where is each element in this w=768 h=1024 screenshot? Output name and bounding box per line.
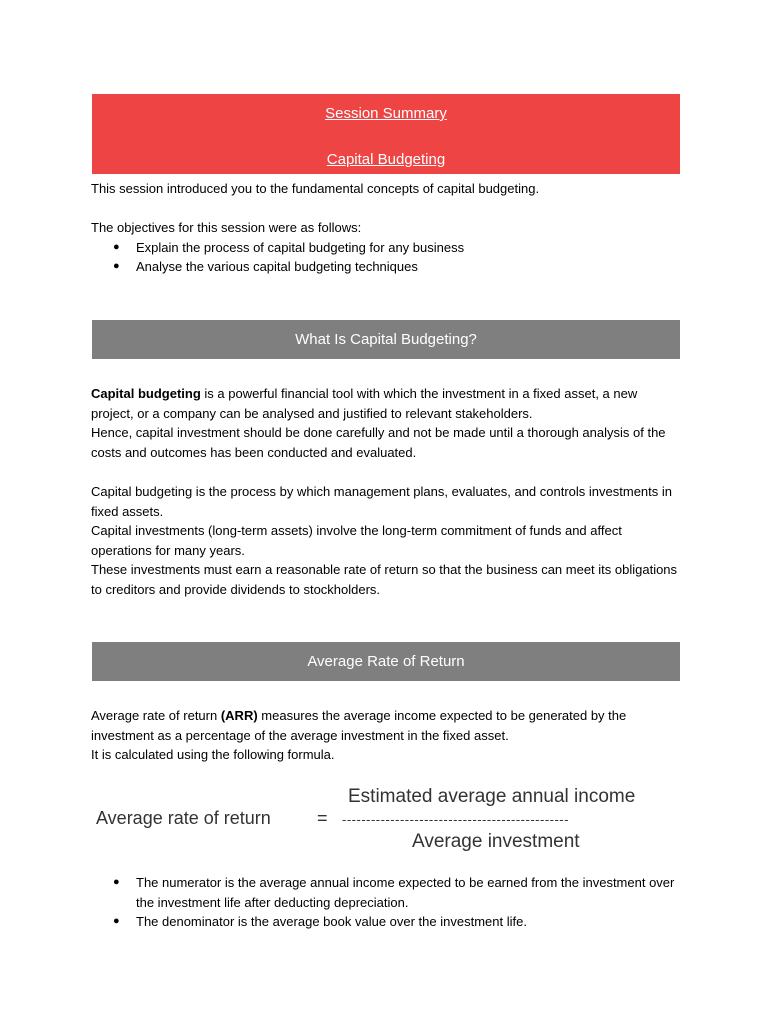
intro-paragraph: This session introduced you to the fundamental concepts of capital budgeting.: [91, 181, 540, 196]
section-heading-what-is-capital-budgeting: What Is Capital Budgeting?: [92, 320, 680, 359]
list-item: ● The denominator is the average book value over the investment life.: [91, 912, 681, 932]
list-item: ● Analyse the various capital budgeting techniques: [91, 257, 681, 277]
formula-notes: [91, 873, 681, 932]
paragraph: Hence, capital investment should be done carefully and not be made until a thorough analysis of the costs and outcomes has been conducted and evaluated.: [91, 425, 666, 460]
bold-term: (ARR): [220, 708, 258, 723]
formula-denominator: Average investment: [412, 831, 580, 852]
formula-lhs: Average rate of return: [96, 808, 271, 828]
formula-numerator: Estimated average annual income: [348, 786, 636, 807]
arr-section: [91, 706, 681, 765]
objectives-lead: The objectives for this session were as follows:: [91, 220, 362, 236]
paragraph: Capital investments (long-term assets) involve the long-term commitment of funds and affect operations for many years.: [91, 523, 622, 558]
banner-title: Session Summary: [325, 105, 447, 122]
list-item: ● Explain the process of capital budgeting for any business: [91, 238, 681, 258]
formula-notes-list: [91, 873, 681, 932]
objectives-list: [91, 238, 681, 277]
arr-text-b: measures the average income expected to be generated by the investment as a percentage of the average investment in the fixed asset.: [91, 708, 627, 743]
banner-subtitle: Capital Budgeting: [326, 151, 446, 168]
arr-text-a: Average rate of return: [91, 708, 221, 723]
bold-term: Capital budgeting: [91, 386, 201, 401]
intro-section: [91, 179, 681, 277]
definition-paragraph: [91, 384, 681, 423]
list-item: ● The numerator is the average annual income expected to be earned from the investment over the investment life after deducting depreciation.: [91, 873, 681, 912]
paragraph: These investments must earn a reasonable rate of return so that the business can meet its obligations to creditors and provide dividends to stockholders.: [91, 562, 678, 597]
formula-equals: =: [317, 808, 328, 828]
arr-formula: [96, 784, 676, 856]
definition-text: is a powerful financial tool with which the investment in a fixed asset, a new project, or a company can be analysed and justified to relevant stakeholders.: [91, 386, 638, 421]
paragraph: It is calculated using the following formula.: [91, 747, 335, 763]
paragraph: Capital budgeting is the process by which management plans, evaluates, and controls investments in fixed assets.: [91, 483, 672, 519]
formula-fraction-bar: -----------------------------------------------: [342, 812, 569, 827]
capital-budgeting-section: [91, 384, 681, 600]
arr-definition: [91, 706, 681, 745]
session-summary-banner: [92, 94, 680, 174]
section-heading-average-rate-of-return: Average Rate of Return: [92, 642, 680, 681]
